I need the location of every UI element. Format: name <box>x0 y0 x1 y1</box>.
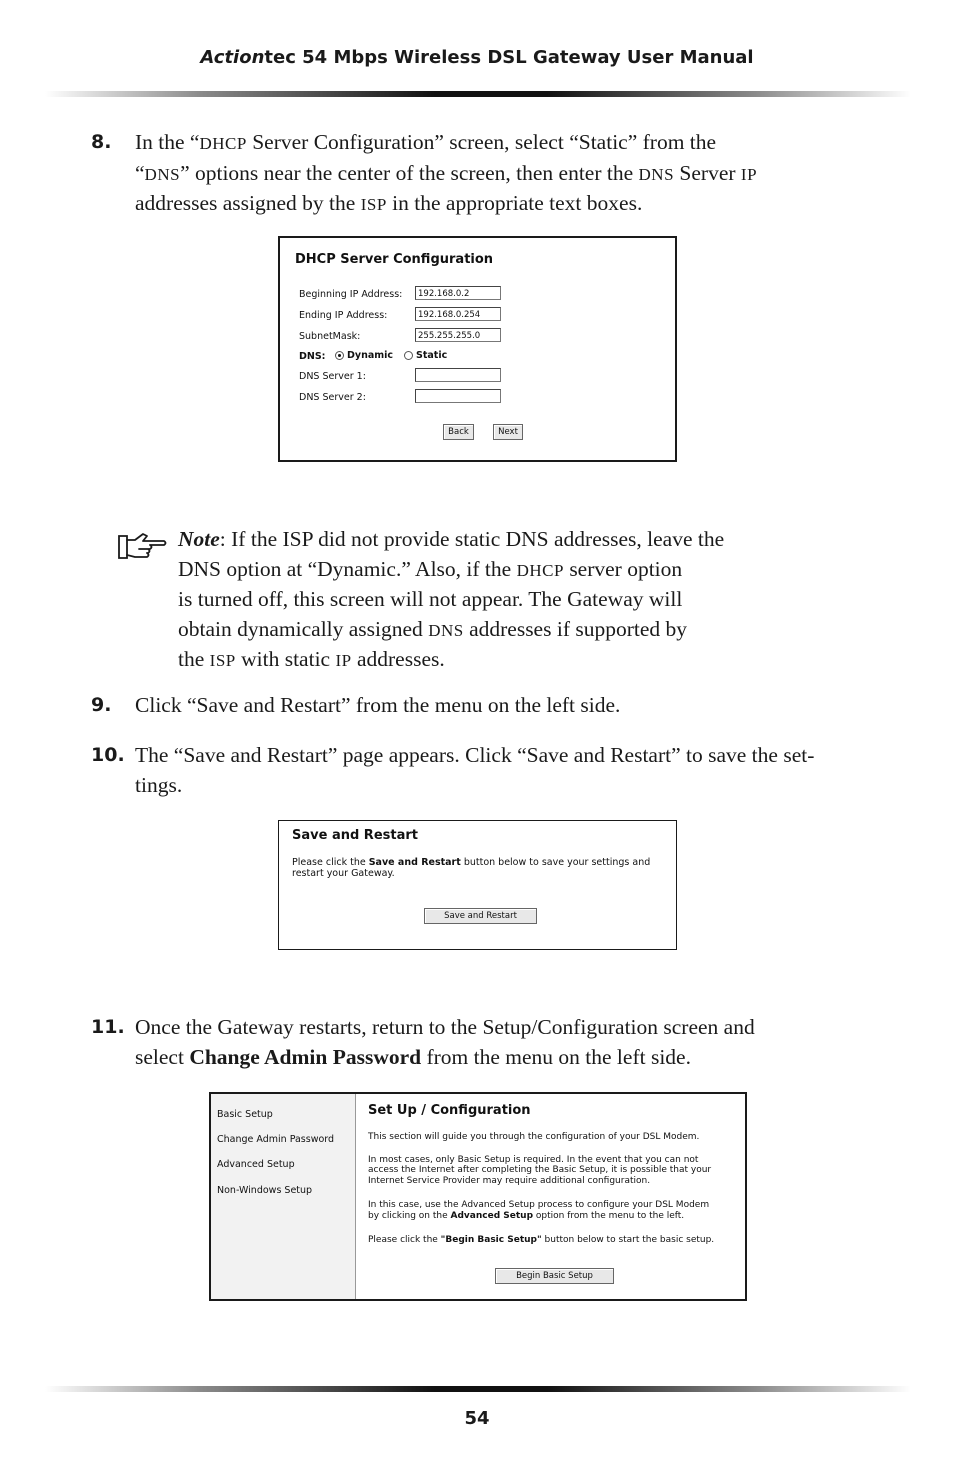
step-9-text: Click “Save and Restart” from the menu on the left side. <box>135 693 621 717</box>
footer-rule <box>45 1386 911 1392</box>
begin-ip-field[interactable]: 192.168.0.2 <box>415 286 501 300</box>
setup-title: Set Up / Configuration <box>368 1103 531 1118</box>
radio-selected-icon <box>335 351 344 360</box>
step-9-number: 9. <box>91 694 112 716</box>
save-restart-instructions: Please click the Save and Restart button below to save your settings and restart your Gateway. <box>292 857 651 879</box>
subnet-mask-label: SubnetMask: <box>299 331 361 342</box>
nav-non-windows-setup[interactable]: Non-Windows Setup <box>217 1185 313 1196</box>
dhcp-title: DHCP Server Configuration <box>295 252 494 267</box>
end-ip-field[interactable]: 192.168.0.254 <box>415 307 501 321</box>
next-button[interactable]: Next <box>493 424 523 440</box>
save-and-restart-button[interactable]: Save and Restart <box>424 908 537 924</box>
change-admin-password-emphasis: Change Admin Password <box>189 1044 422 1069</box>
step-10-number: 10. <box>91 744 125 766</box>
dns-server-2-label: DNS Server 2: <box>299 392 366 403</box>
end-ip-label: Ending IP Address: <box>299 310 388 321</box>
setup-body: This section will guide you through the configuration of your DSL Modem. In most cases, only Basic Setup is required. In the event that you can not access the Internet after completing the Basic Setup, it is possible that your Internet Service Provider may require additional configuration. In this case, use the Advanced Setup process to configure your DSL Modem by clicking on the Advanced Setup option from the menu to the left. Please click the "Begin Basic Setup" button below to start the basic setup. <box>368 1132 715 1245</box>
back-button[interactable]: Back <box>443 424 474 440</box>
save-restart-title: Save and Restart <box>292 828 418 843</box>
note-label: Note <box>178 527 220 551</box>
step-8-text: In the “DHCP Server Configuration” screen, select “Static” from the “DNS” options near the center of the screen, then enter the DNS Server IP addresses assigned by the ISP in the appropriate text boxes. <box>135 130 758 215</box>
setup-configuration-screenshot <box>209 1092 747 1301</box>
pointing-hand-icon <box>117 531 169 566</box>
dns-static-radio[interactable]: Static <box>404 350 447 361</box>
page-number: 54 <box>464 1408 490 1429</box>
nav-basic-setup[interactable]: Basic Setup <box>217 1109 273 1120</box>
begin-ip-label: Beginning IP Address: <box>299 289 403 300</box>
nav-change-admin-password[interactable]: Change Admin Password <box>217 1134 335 1145</box>
dns-server-1-field[interactable] <box>415 368 501 382</box>
step-11-number: 11. <box>91 1016 125 1038</box>
step-11-text: Once the Gateway restarts, return to the Setup/Configuration screen and select Change Admin Password from the menu on the left side. <box>135 1015 755 1069</box>
header-rule <box>45 91 911 97</box>
running-header <box>0 47 954 68</box>
begin-basic-setup-button[interactable]: Begin Basic Setup <box>495 1268 614 1284</box>
note-text: Note: If the ISP did not provide static DNS addresses, leave the DNS option at “Dynamic.” Also, if the DHCP server option is turned off, this screen will not appear. The Gateway will obtain dynamically assigned DNS addresses if supported by the ISP with static IP addresses. <box>178 527 725 671</box>
step-8-number: 8. <box>91 131 112 153</box>
radio-empty-icon <box>404 351 413 360</box>
dns-server-1-label: DNS Server 1: <box>299 371 366 382</box>
dns-label: DNS: <box>299 351 326 362</box>
dhcp-server-screenshot <box>278 236 677 462</box>
setup-sidebar <box>211 1094 356 1299</box>
nav-advanced-setup[interactable]: Advanced Setup <box>217 1159 295 1170</box>
subnet-mask-field[interactable]: 255.255.255.0 <box>415 328 501 342</box>
dns-dynamic-radio[interactable]: Dynamic <box>335 350 393 361</box>
save-restart-screenshot <box>278 820 677 950</box>
dns-server-2-field[interactable] <box>415 389 501 403</box>
header-title: tec 54 Mbps Wireless DSL Gateway User Manual <box>264 47 754 68</box>
step-10-text: The “Save and Restart” page appears. Click “Save and Restart” to save the set- tings. <box>135 743 815 797</box>
brand-italic: Action <box>200 47 265 68</box>
